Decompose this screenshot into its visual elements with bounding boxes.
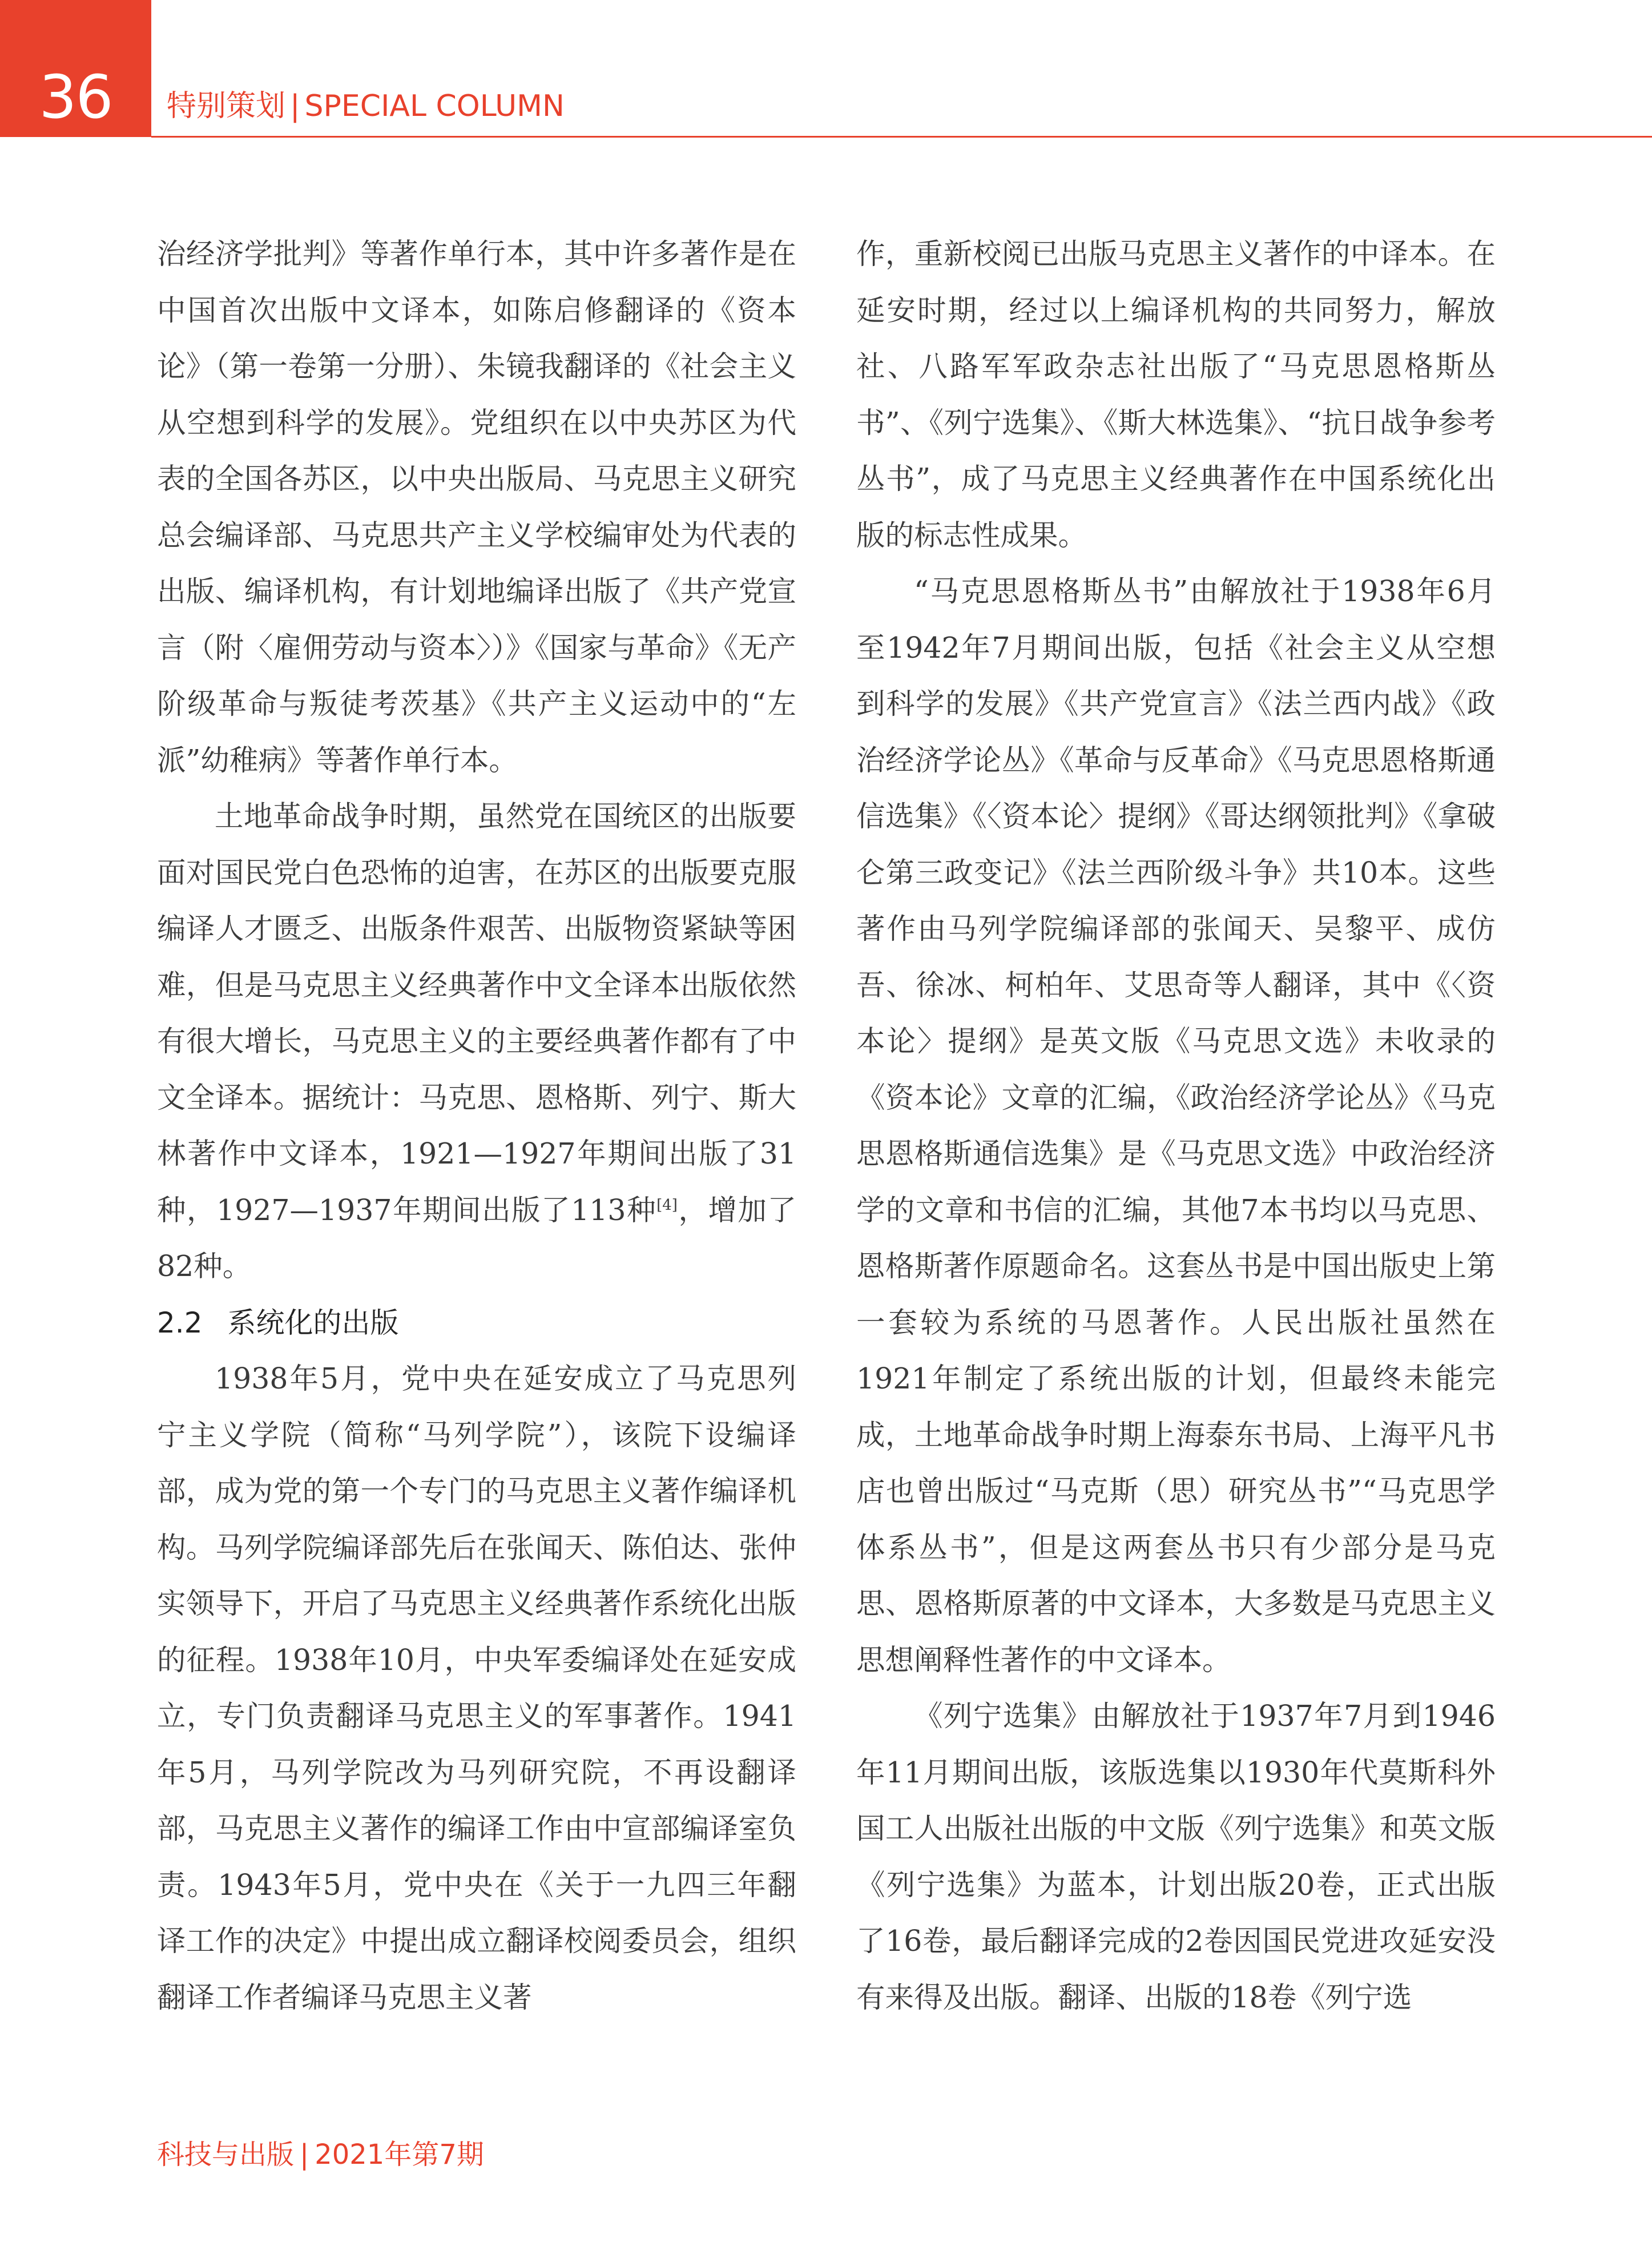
paragraph: 治经济学批判》等著作单行本，其中许多著作是在中国首次出版中文译本，如陈启修翻译的《资本论》（第一卷第一分册）、朱镜我翻译的《社会主义从空想到科学的发展》。党组织在以中央苏区为代表的全国各苏区，以中央出版局、马克思主义研究总会编译部、马克思共产主义学校编审处为代表的出版、编译机构，有计划地编译出版了《共产党宣言（附〈雇佣劳动与资本〉）》《国家与革命》《无产阶级革命与叛徒考茨基》《共产主义运动中的“左派”幼稚病》等著作单行本。 bbox=[157, 237, 796, 777]
paragraph-text: 土地革命战争时期，虽然党在国统区的出版要面对国民党白色恐怖的迫害，在苏区的出版要克服编译人才匮乏、出版条件艰苦、出版物资紧缺等困难，但是马克思主义经典著作中文全译本出版依然有很大增长，马克思主义的主要经典著作都有了中文全译本。据统计：马克思、恩格斯、列宁、斯大林著作中文译本，1921—1927年期间出版了31种，1927—1937年期间出版了113种 bbox=[157, 799, 796, 1227]
section-name-en: SPECIAL COLUMN bbox=[304, 89, 565, 123]
right-column bbox=[856, 226, 1496, 2026]
section-heading bbox=[157, 1295, 796, 1351]
journal-name: 科技与出版 bbox=[157, 2139, 295, 2171]
section-name-cn: 特别策划 bbox=[167, 89, 286, 123]
paragraph: “马克思恩格斯丛书”由解放社于1938年6月至1942年7月期间出版，包括《社会主义从空想到科学的发展》《共产党宣言》《法兰西内战》《政治经济学论丛》《革命与反革命》《马克思恩格斯通信选集》《〈资本论〉提纲》《哥达纲领批判》《拿破仑第三政变记》《法兰西阶级斗争》共10本。这些著作由马列学院编译部的张闻天、吴黎平、成仿吾、徐冰、柯柏年、艾思奇等人翻译，其中《〈资本论〉提纲》是英文版《马克思文选》未收录的《资本论》文章的汇编，《政治经济学论丛》《马克思恩格斯通信选集》是《马克思文选》中政治经济学的文章和书信的汇编，其他7本书均以马克思、恩格斯著作原题命名。这套丛书是中国出版史上第一套较为系统的马恩著作。人民出版社虽然在1921年制定了系统出版的计划，但最终未能完成，土地革命战争时期上海泰东书局、上海平凡书店也曾出版过“马克斯（思）研究丛书”“马克思学体系丛书”，但是这两套丛书只有少部分是马克思、恩格斯原著的中文译本，大多数是马克思主义思想阐释性著作的中文译本。 bbox=[856, 574, 1496, 1677]
paragraph bbox=[157, 788, 796, 1295]
footer bbox=[157, 2139, 484, 2171]
section-title: 系统化的出版 bbox=[227, 1306, 399, 1339]
paragraph: 作，重新校阅已出版马克思主义著作的中译本。在延安时期，经过以上编译机构的共同努力，解放社、八路军军政杂志社出版了“马克思恩格斯丛书”、《列宁选集》、《斯大林选集》、“抗日战争参考丛书”，成了马克思主义经典著作在中国系统化出版的标志性成果。 bbox=[856, 237, 1496, 552]
journal-issue: 2021年第7期 bbox=[315, 2139, 484, 2171]
paragraph: 《列宁选集》由解放社于1937年7月到1946年11月期间出版，该版选集以1930年代莫斯科外国工人出版社出版的中文版《列宁选集》和英文版《列宁选集》为蓝本，计划出版20卷，正式出版了16卷，最后翻译完成的2卷因国民党进攻延安没有来得及出版。翻译、出版的18卷《列宁选 bbox=[856, 1699, 1496, 2014]
footer-separator: | bbox=[300, 2139, 309, 2171]
section-number: 2.2 bbox=[157, 1306, 203, 1339]
header-rule bbox=[151, 136, 1652, 138]
section-header bbox=[167, 91, 565, 121]
paragraph: 1938年5月，党中央在延安成立了马克思列宁主义学院（简称“马列学院”），该院下设编译部，成为党的第一个专门的马克思主义著作编译机构。马列学院编译部先后在张闻天、陈伯达、张仲实领导下，开启了马克思主义经典著作系统化出版的征程。1938年10月，中央军委编译处在延安成立，专门负责翻译马克思主义的军事著作。1941年5月，马列学院改为马列研究院，不再设翻译部，马克思主义著作的编译工作由中宣部编译室负责。1943年5月，党中央在《关于一九四三年翻译工作的决定》中提出成立翻译校阅委员会，组织翻译工作者编译马克思主义著 bbox=[157, 1362, 796, 2014]
paragraph-text: ，增加了82种。 bbox=[157, 1193, 796, 1283]
reference-marker: [4] bbox=[656, 1196, 678, 1214]
header-separator: | bbox=[290, 89, 300, 123]
left-column bbox=[157, 226, 796, 2026]
page-number-box bbox=[0, 0, 151, 137]
page-number: 36 bbox=[39, 62, 112, 132]
